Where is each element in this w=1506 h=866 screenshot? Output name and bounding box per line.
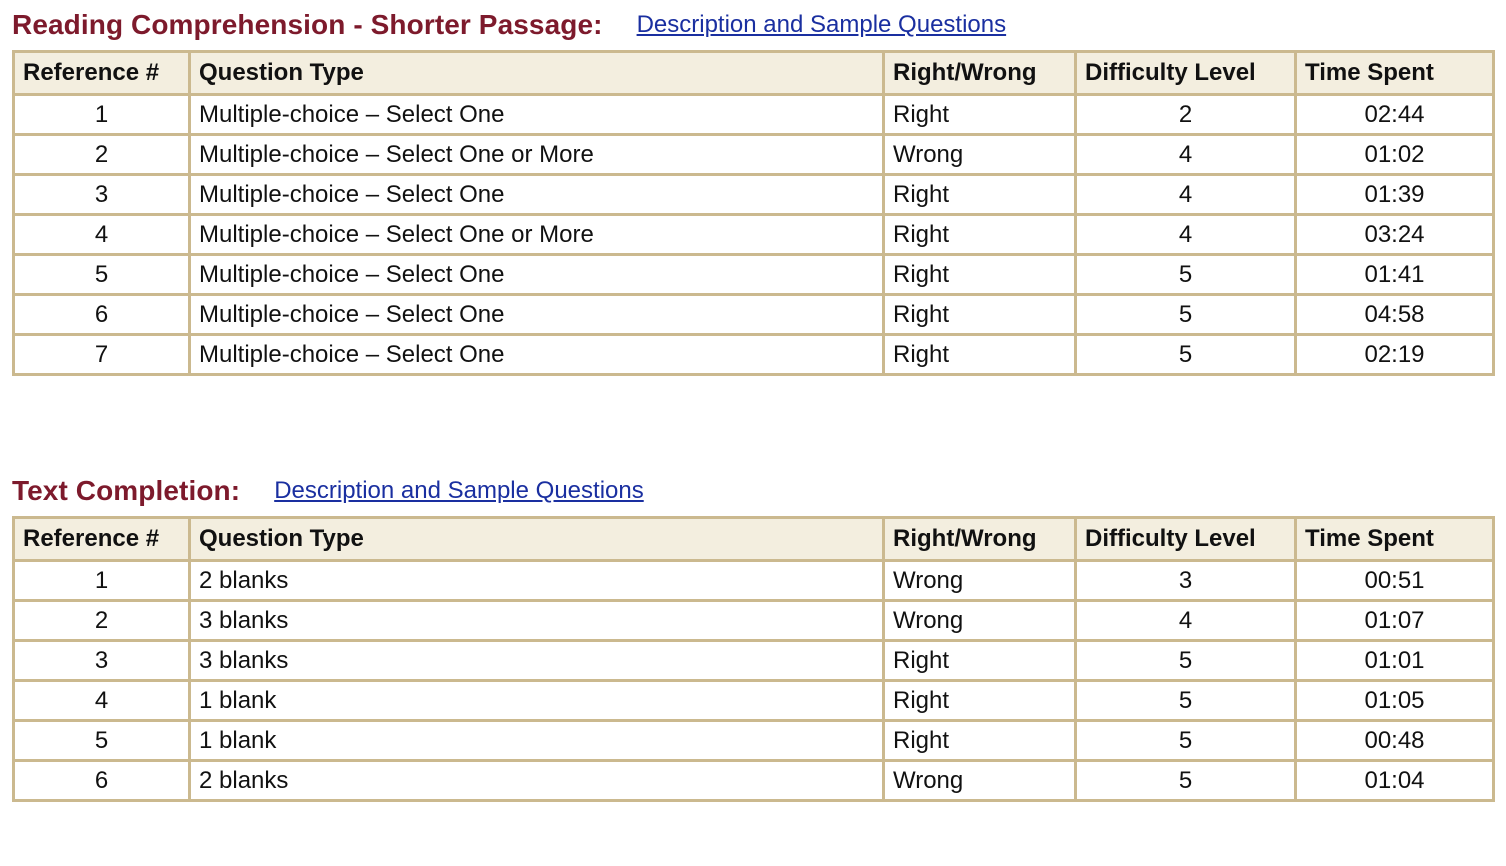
section-header	[12, 466, 1492, 516]
time-spent-cell: 01:41	[1296, 255, 1494, 295]
text-completion-section	[12, 466, 1492, 802]
question-type-cell: Multiple-choice – Select One	[190, 255, 884, 295]
section-title: Text Completion:	[12, 475, 241, 506]
table-row	[14, 641, 1494, 681]
header-reference: Reference #	[14, 518, 190, 561]
right-wrong-cell: Right	[884, 335, 1076, 375]
table-header-row	[14, 518, 1494, 561]
header-right-wrong: Right/Wrong	[884, 518, 1076, 561]
text-completion-table	[12, 516, 1495, 802]
time-spent-cell: 01:05	[1296, 681, 1494, 721]
table-row	[14, 561, 1494, 601]
reading-comprehension-table	[12, 50, 1495, 376]
right-wrong-cell: Right	[884, 255, 1076, 295]
table-row	[14, 95, 1494, 135]
question-type-cell: 2 blanks	[190, 561, 884, 601]
time-spent-cell: 01:04	[1296, 761, 1494, 801]
difficulty-cell: 5	[1076, 681, 1296, 721]
time-spent-cell: 01:01	[1296, 641, 1494, 681]
right-wrong-cell: Right	[884, 95, 1076, 135]
time-spent-cell: 04:58	[1296, 295, 1494, 335]
difficulty-cell: 5	[1076, 641, 1296, 681]
reference-cell: 3	[14, 641, 190, 681]
table-row	[14, 175, 1494, 215]
difficulty-cell: 3	[1076, 561, 1296, 601]
right-wrong-cell: Right	[884, 641, 1076, 681]
description-sample-questions-link[interactable]: Description and Sample Questions	[636, 11, 1007, 38]
difficulty-cell: 4	[1076, 175, 1296, 215]
header-difficulty-level: Difficulty Level	[1076, 52, 1296, 95]
reference-cell: 6	[14, 761, 190, 801]
header-reference: Reference #	[14, 52, 190, 95]
right-wrong-cell: Wrong	[884, 601, 1076, 641]
question-type-cell: 1 blank	[190, 721, 884, 761]
header-question-type: Question Type	[190, 52, 884, 95]
question-type-cell: Multiple-choice – Select One	[190, 295, 884, 335]
reference-cell: 4	[14, 681, 190, 721]
right-wrong-cell: Wrong	[884, 561, 1076, 601]
question-type-cell: Multiple-choice – Select One	[190, 95, 884, 135]
reference-cell: 1	[14, 95, 190, 135]
table-row	[14, 135, 1494, 175]
right-wrong-cell: Wrong	[884, 761, 1076, 801]
table-row	[14, 255, 1494, 295]
question-type-cell: Multiple-choice – Select One or More	[190, 135, 884, 175]
reference-cell: 3	[14, 175, 190, 215]
difficulty-cell: 4	[1076, 215, 1296, 255]
reading-comprehension-section	[12, 0, 1492, 376]
question-type-cell: 3 blanks	[190, 641, 884, 681]
time-spent-cell: 01:02	[1296, 135, 1494, 175]
header-time-spent: Time Spent	[1296, 52, 1494, 95]
reference-cell: 4	[14, 215, 190, 255]
table-row	[14, 601, 1494, 641]
right-wrong-cell: Right	[884, 175, 1076, 215]
time-spent-cell: 02:44	[1296, 95, 1494, 135]
table-row	[14, 721, 1494, 761]
question-type-cell: 2 blanks	[190, 761, 884, 801]
difficulty-cell: 2	[1076, 95, 1296, 135]
difficulty-cell: 5	[1076, 295, 1296, 335]
header-difficulty-level: Difficulty Level	[1076, 518, 1296, 561]
difficulty-cell: 5	[1076, 761, 1296, 801]
right-wrong-cell: Right	[884, 295, 1076, 335]
time-spent-cell: 00:51	[1296, 561, 1494, 601]
time-spent-cell: 01:07	[1296, 601, 1494, 641]
reference-cell: 6	[14, 295, 190, 335]
reference-cell: 2	[14, 135, 190, 175]
header-time-spent: Time Spent	[1296, 518, 1494, 561]
table-row	[14, 295, 1494, 335]
difficulty-cell: 4	[1076, 601, 1296, 641]
header-question-type: Question Type	[190, 518, 884, 561]
right-wrong-cell: Right	[884, 721, 1076, 761]
difficulty-cell: 4	[1076, 135, 1296, 175]
time-spent-cell: 02:19	[1296, 335, 1494, 375]
reference-cell: 5	[14, 721, 190, 761]
time-spent-cell: 03:24	[1296, 215, 1494, 255]
section-header	[12, 0, 1492, 50]
table-row	[14, 215, 1494, 255]
time-spent-cell: 01:39	[1296, 175, 1494, 215]
right-wrong-cell: Wrong	[884, 135, 1076, 175]
question-type-cell: 3 blanks	[190, 601, 884, 641]
difficulty-cell: 5	[1076, 335, 1296, 375]
table-header-row	[14, 52, 1494, 95]
reference-cell: 2	[14, 601, 190, 641]
difficulty-cell: 5	[1076, 255, 1296, 295]
question-type-cell: 1 blank	[190, 681, 884, 721]
right-wrong-cell: Right	[884, 215, 1076, 255]
description-sample-questions-link[interactable]: Description and Sample Questions	[274, 477, 644, 504]
time-spent-cell: 00:48	[1296, 721, 1494, 761]
header-right-wrong: Right/Wrong	[884, 52, 1076, 95]
reference-cell: 7	[14, 335, 190, 375]
reference-cell: 1	[14, 561, 190, 601]
question-type-cell: Multiple-choice – Select One	[190, 175, 884, 215]
section-title: Reading Comprehension - Shorter Passage:	[12, 9, 603, 40]
question-type-cell: Multiple-choice – Select One	[190, 335, 884, 375]
reference-cell: 5	[14, 255, 190, 295]
table-row	[14, 761, 1494, 801]
question-type-cell: Multiple-choice – Select One or More	[190, 215, 884, 255]
right-wrong-cell: Right	[884, 681, 1076, 721]
table-row	[14, 335, 1494, 375]
difficulty-cell: 5	[1076, 721, 1296, 761]
table-row	[14, 681, 1494, 721]
